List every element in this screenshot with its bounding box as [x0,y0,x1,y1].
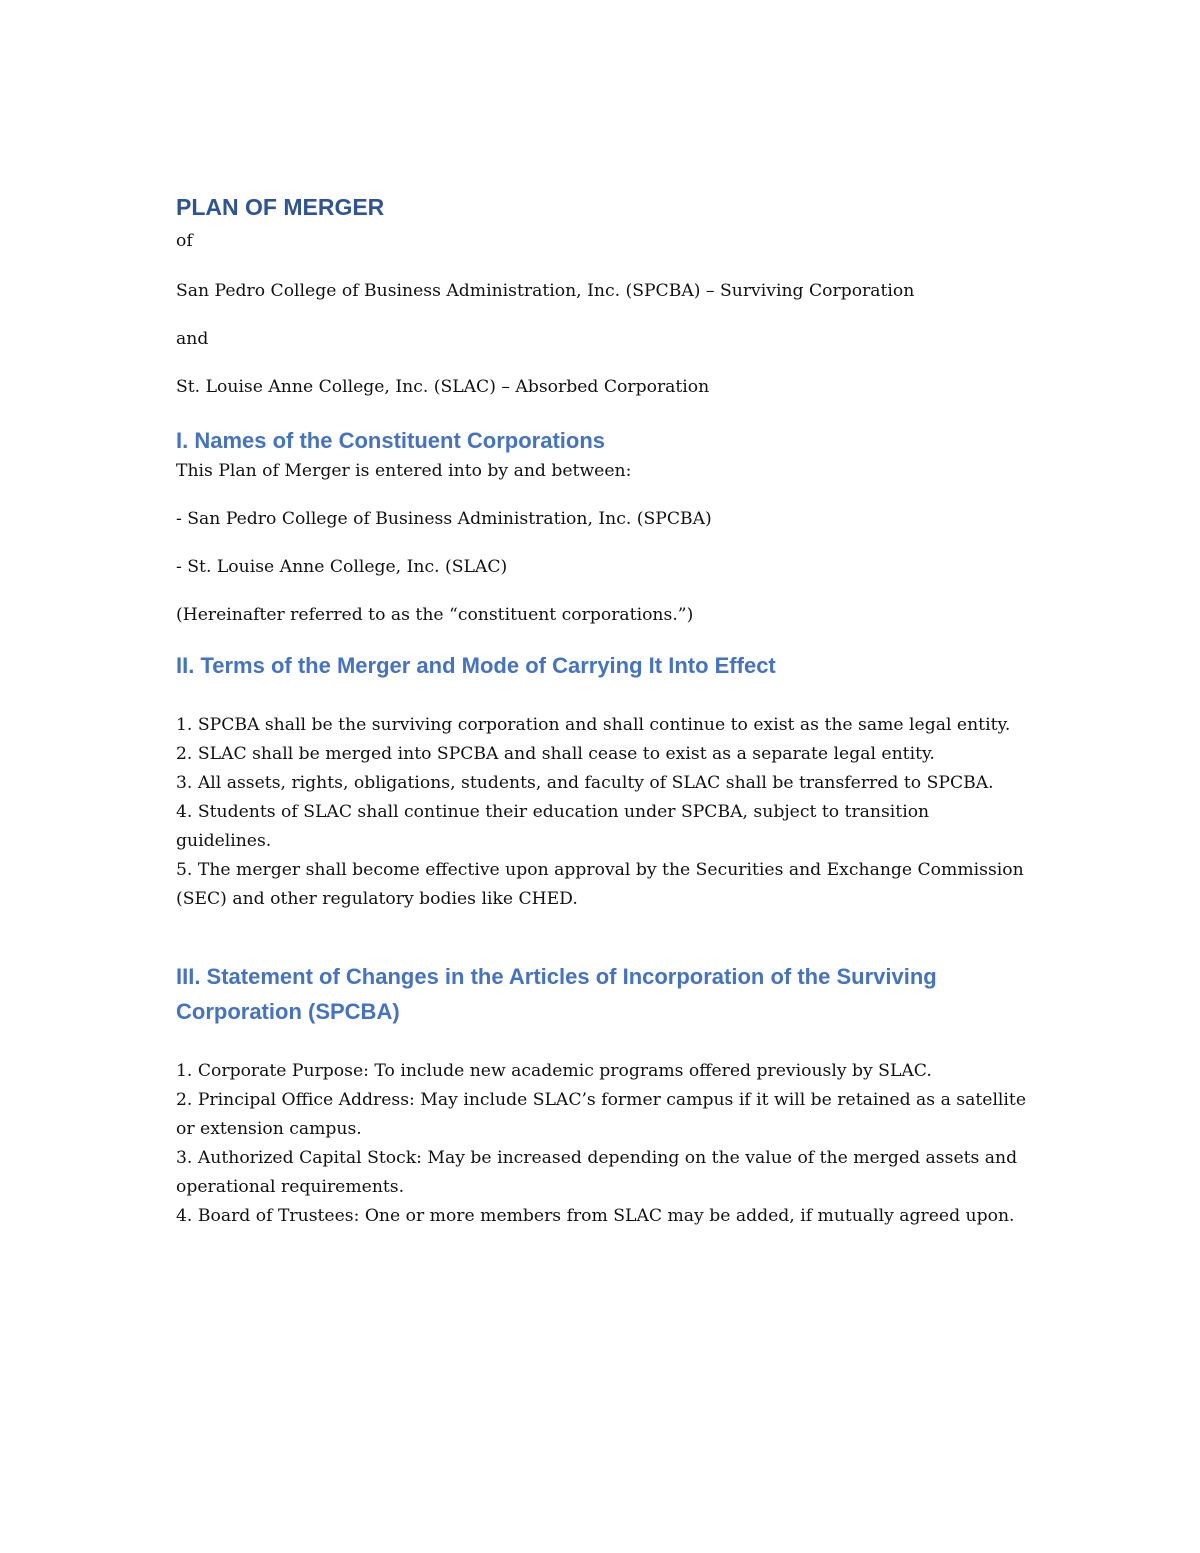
and-line: and [176,329,209,349]
section-3-heading: III. Statement of Changes in the Articles of Incorporation of the Surviving Corporation (SPCBA) [176,964,937,1024]
list-item: 4. Students of SLAC shall continue their education under SPCBA, subject to transition guidelines. [176,802,930,851]
section-3-list [176,1057,1026,1231]
section-2-heading: II. Terms of the Merger and Mode of Carrying It Into Effect [176,653,776,678]
document-title: PLAN OF MERGER [176,194,385,220]
list-item: 3. All assets, rights, obligations, students, and faculty of SLAC shall be transferred to SPCBA. [176,773,994,793]
section-1-intro: This Plan of Merger is entered into by and between: [176,461,632,481]
list-item: 4. Board of Trustees: One or more members from SLAC may be added, if mutually agreed upon. [176,1206,1015,1226]
section-1-heading: I. Names of the Constituent Corporations [176,428,606,453]
document-content [176,192,1026,1231]
section-2-list [176,711,1026,914]
of-line: of [176,231,193,251]
list-item: 3. Authorized Capital Stock: May be increased depending on the value of the merged assets and operational requirements. [176,1148,1018,1197]
list-item: 1. Corporate Purpose: To include new academic programs offered previously by SLAC. [176,1061,932,1081]
surviving-corporation-line: San Pedro College of Business Administration, Inc. (SPCBA) – Surviving Corporation [176,281,915,301]
party-spcba: - San Pedro College of Business Administration, Inc. (SPCBA) [176,509,712,529]
absorbed-corporation-line: St. Louise Anne College, Inc. (SLAC) – Absorbed Corporation [176,377,710,397]
list-item: 2. Principal Office Address: May include SLAC’s former campus if it will be retained as a satellite or extension campus. [176,1090,1027,1139]
constituent-note: (Hereinafter referred to as the “constituent corporations.”) [176,605,694,625]
list-item: 5. The merger shall become effective upon approval by the Securities and Exchange Commission (SEC) and other regulatory bodies like CHED. [176,860,1024,909]
list-item: 2. SLAC shall be merged into SPCBA and shall cease to exist as a separate legal entity. [176,744,935,764]
list-item: 1. SPCBA shall be the surviving corporation and shall continue to exist as the same legal entity. [176,715,1011,735]
party-slac: - St. Louise Anne College, Inc. (SLAC) [176,557,508,577]
